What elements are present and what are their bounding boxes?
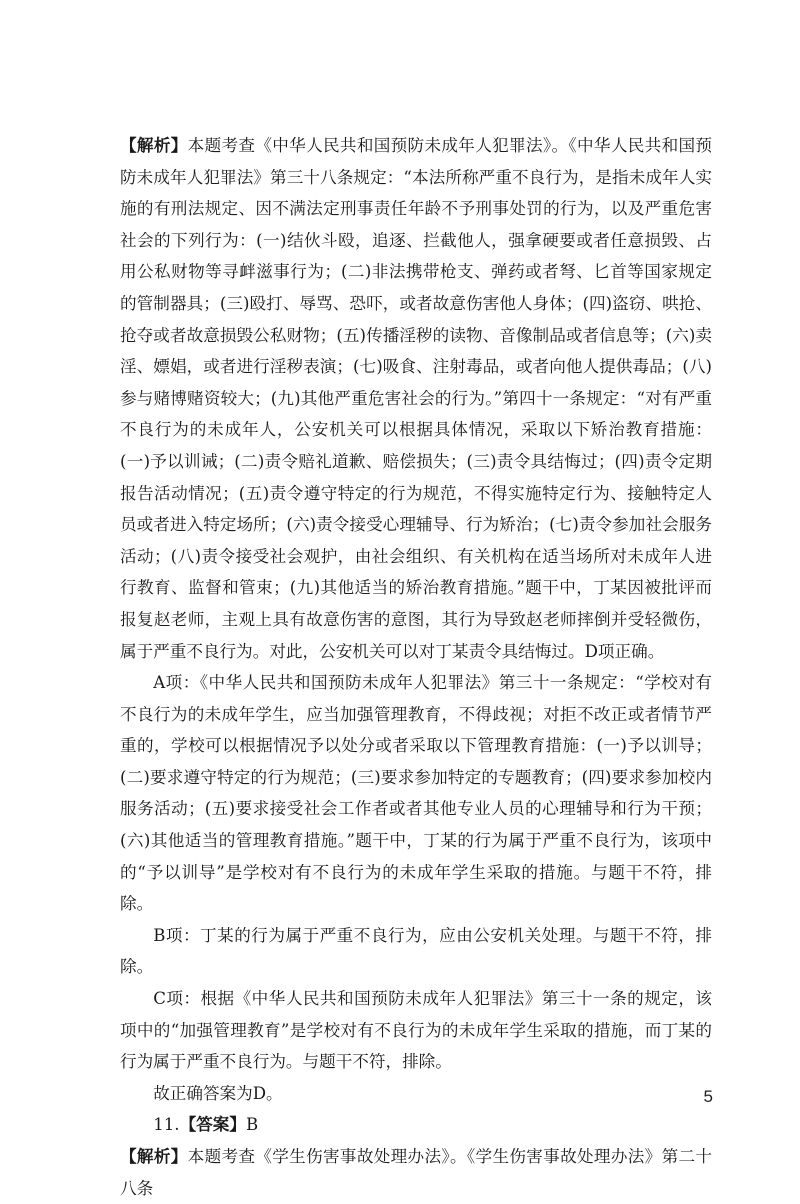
option-a-paragraph: A项：《中华人民共和国预防未成年人犯罪法》第三十一条规定：“学校对有不良行为的未成年学生，应当加强管理教育，不得歧视；对拒不改正或者情节严重的，学校可以根据情况予以处分或者采取以下管理教育措施：(一)予以训导；(二)要求遵守特定的行为规范；(三)要求参加特定的专题教育；(四)要求参加校内服务活动；(五)要求接受社会工作者或者其他专业人员的心理辅导和行为干预；(六)其他适当的管理教育措施。”题干中，丁某的行为属于严重不良行为，该项中的“予以训导”是学校对有不良行为的未成年学生采取的措施。与题干不符，排除。 [120, 673, 712, 914]
document-body [120, 130, 712, 1204]
analysis-tag: 【解析】 [120, 136, 188, 155]
analysis-text: 本题考查《中华人民共和国预防未成年人犯罪法》。《中华人民共和国预防未成年人犯罪法》第三十八条规定：“本法所称严重不良行为，是指未成年人实施的有刑法规定、因不满法定刑事责任年龄不予刑事处罚的行为，以及严重危害社会的下列行为：(一)结伙斗殴，追逐、拦截他人，强拿硬要或者任意损毁、占用公私财物等寻衅滋事行为；(二)非法携带枪支、弹药或者弩、匕首等国家规定的管制器具；(三)殴打、辱骂、恐吓，或者故意伤害他人身体；(四)盗窃、哄抢、抢夺或者故意损毁公私财物；(五)传播淫秽的读物、音像制品或者信息等；(六)卖淫、嫖娼，或者进行淫秽表演；(七)吸食、注射毒品，或者向他人提供毒品；(八)参与赌博赌资较大；(九)其他严重危害社会的行为。”第四十一条规定：“对有严重不良行为的未成年人，公安机关可以根据具体情况，采取以下矫治教育措施：(一)予以训诫；(二)责令赔礼道歉、赔偿损失；(三)责令具结悔过；(四)责令定期报告活动情况；(五)责令遵守特定的行为规范，不得实施特定行为、接触特定人员或者进入特定场所；(六)责令接受心理辅导、行为矫治；(七)责令参加社会服务活动；(八)责令接受社会观护，由社会组织、有关机构在适当场所对未成年人进行教育、监督和管束；(九)其他适当的矫治教育措施。”题干中，丁某因被批评而报复赵老师，主观上具有故意伤害的意图，其行为导致赵老师摔倒并受轻微伤，属于严重不良行为。对此，公安机关可以对丁某责令具结悔过。D项正确。 [120, 136, 713, 661]
page-number: 5 [703, 1087, 713, 1106]
option-c-paragraph: C项：根据《中华人民共和国预防未成年人犯罪法》第三十一条的规定，该项中的“加强管理教育”是学校对有不良行为的未成年学生采取的措施，而丁某的行为属于严重不良行为。与题干不符，排除。 [120, 989, 712, 1072]
analysis-paragraph [120, 130, 712, 667]
answer-value: B [245, 1115, 259, 1135]
question-number: 11. [153, 1115, 180, 1135]
analysis-tag: 【解析】 [120, 1147, 188, 1166]
analysis-text: 本题考查《学生伤害事故处理办法》。《学生伤害事故处理办法》第二十八条 [120, 1147, 713, 1198]
analysis-paragraph-11 [120, 1141, 712, 1204]
correct-answer-paragraph: 故正确答案为D。 [153, 1083, 283, 1103]
answer-tag: 【答案】 [179, 1115, 246, 1135]
question-11-answer [120, 1109, 712, 1141]
option-b-paragraph: B项：丁某的行为属于严重不良行为，应由公安机关处理。与题干不符，排除。 [120, 925, 712, 977]
